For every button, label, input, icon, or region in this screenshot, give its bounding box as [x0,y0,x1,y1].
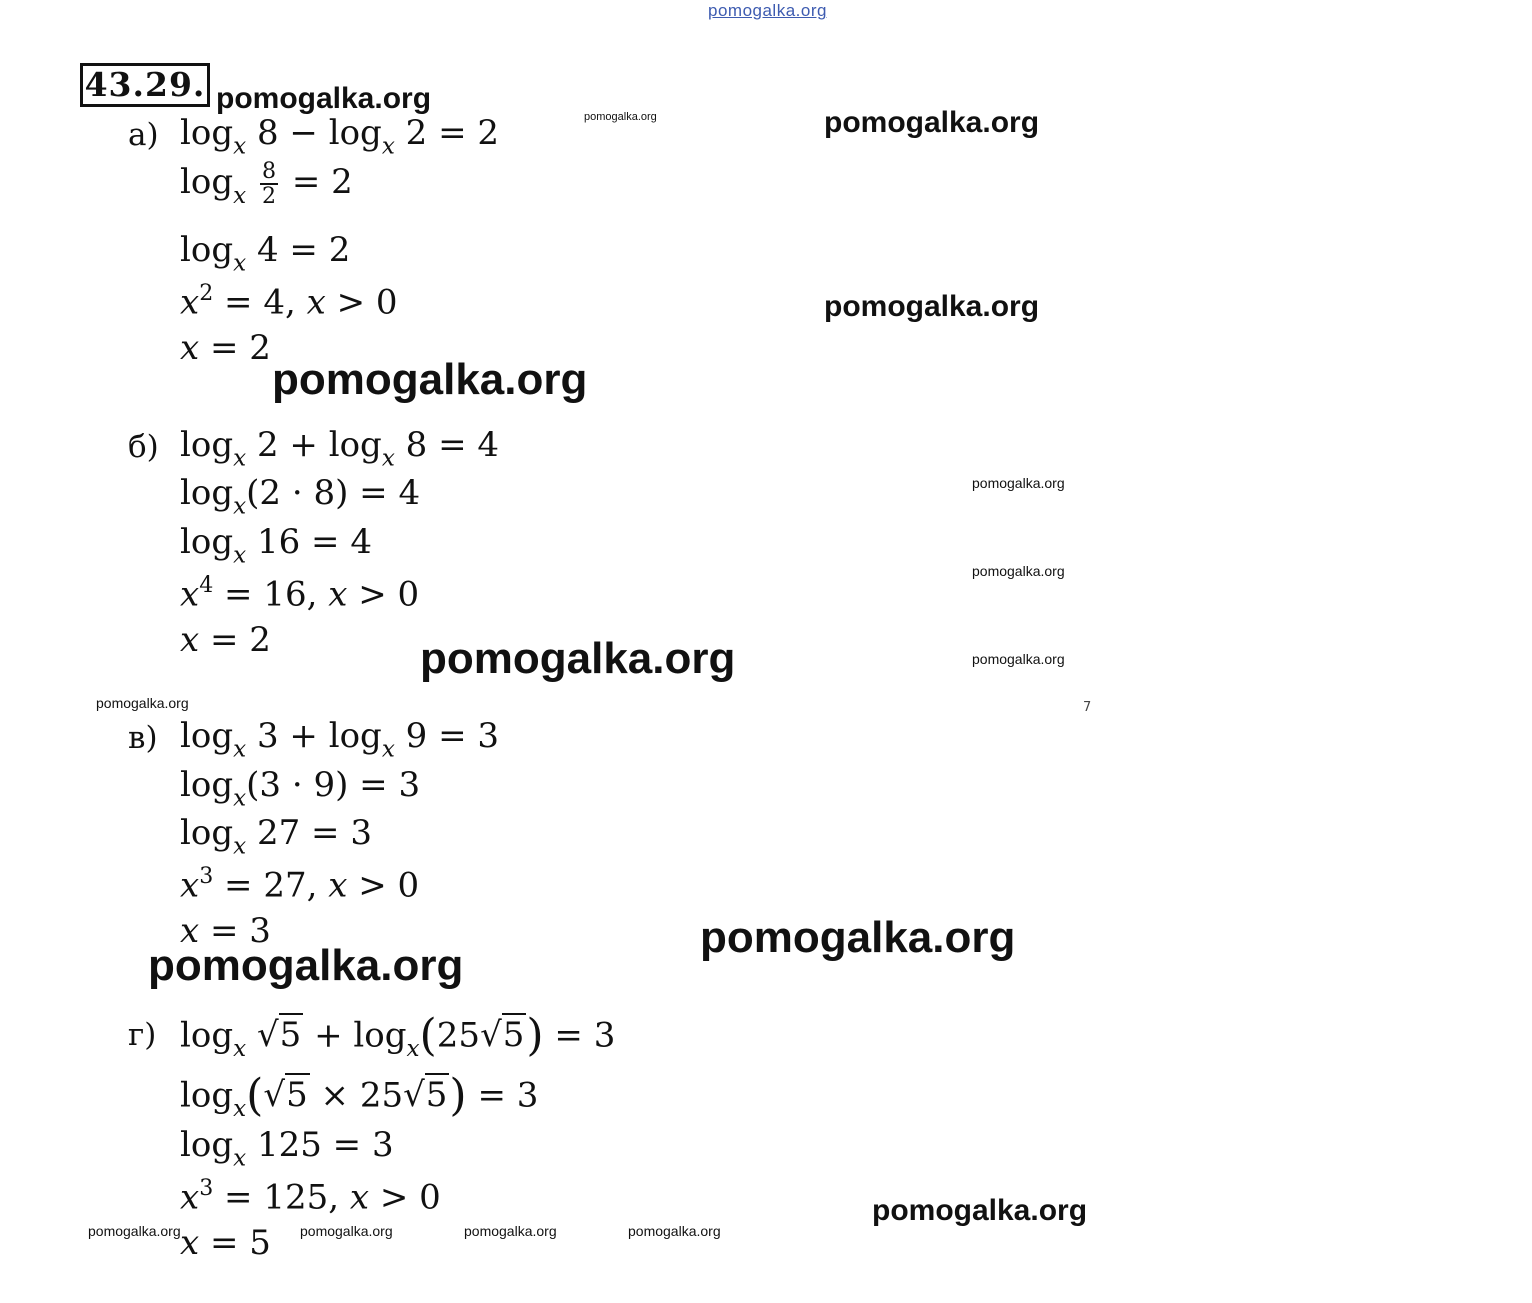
stray-mark: 7 [1083,700,1092,715]
equation-line: $\log_x 2 + \log_x 8 = 4$ [180,425,500,472]
watermark: pomogalka.org [628,1223,721,1239]
watermark: pomogalka.org [972,651,1065,667]
watermark: pomogalka.org [300,1223,393,1239]
equation-line: $x^3 = 27$, x > 0 [180,863,420,906]
equation-line: x = 5 [180,1223,271,1263]
watermark: pomogalka.org [96,695,189,711]
watermark: pomogalka.org [700,913,1016,962]
equation-line: $x^3 = 125$, x > 0 [180,1175,441,1218]
equation-line: $\log_x 125 = 3$ [180,1125,394,1172]
equation-line: $\log_x 3 + \log_x 9 = 3$ [180,716,500,763]
equation-line: $\log_x$ $\frac{8}{2}$ = 2 [180,158,353,210]
watermark: pomogalka.org [88,1223,181,1239]
equation-line: x = 2 [180,620,271,660]
watermark: pomogalka.org [972,475,1065,491]
watermark: pomogalka.org [584,111,657,123]
part-label-a: а) [128,117,159,153]
equation-line: $\log_x(2 \cdot 8) = 4$ [180,473,421,520]
watermark: pomogalka.org [824,290,1040,323]
equation-line: $\log_x(√5 \times 25√5) = 3$ [180,1070,539,1123]
equation-line: $\log_x(3 \cdot 9) = 3$ [180,765,421,812]
watermark: pomogalka.org [272,355,588,404]
equation-line: x = 3 [180,911,271,951]
part-label-g: г) [128,1017,157,1053]
equation-line: x = 2 [180,328,271,368]
watermark: pomogalka.org [148,941,464,990]
equation-line: $\log_x 16 = 4$ [180,522,372,569]
watermark: pomogalka.org [420,634,736,683]
watermark-top-link[interactable]: pomogalka.org [708,1,827,20]
watermark: pomogalka.org [464,1223,557,1239]
watermark: pomogalka.org [216,82,432,115]
problem-number: 43.29. [80,63,210,107]
equation-line: $\log_x √5 + \log_x(25√5) = 3$ [180,1010,616,1063]
watermark: pomogalka.org [972,563,1065,579]
equation-line: $\log_x 8 - \log_x 2 = 2$ [180,113,500,160]
equation-line: $x^2 = 4$, x > 0 [180,280,398,323]
part-label-b: б) [128,429,159,465]
equation-line: $\log_x 4 = 2$ [180,230,351,277]
equation-line: $x^4 = 16$, x > 0 [180,572,420,615]
watermark: pomogalka.org [824,106,1040,139]
part-label-v: в) [128,720,158,756]
watermark: pomogalka.org [872,1194,1088,1227]
equation-line: $\log_x 27 = 3$ [180,813,372,860]
